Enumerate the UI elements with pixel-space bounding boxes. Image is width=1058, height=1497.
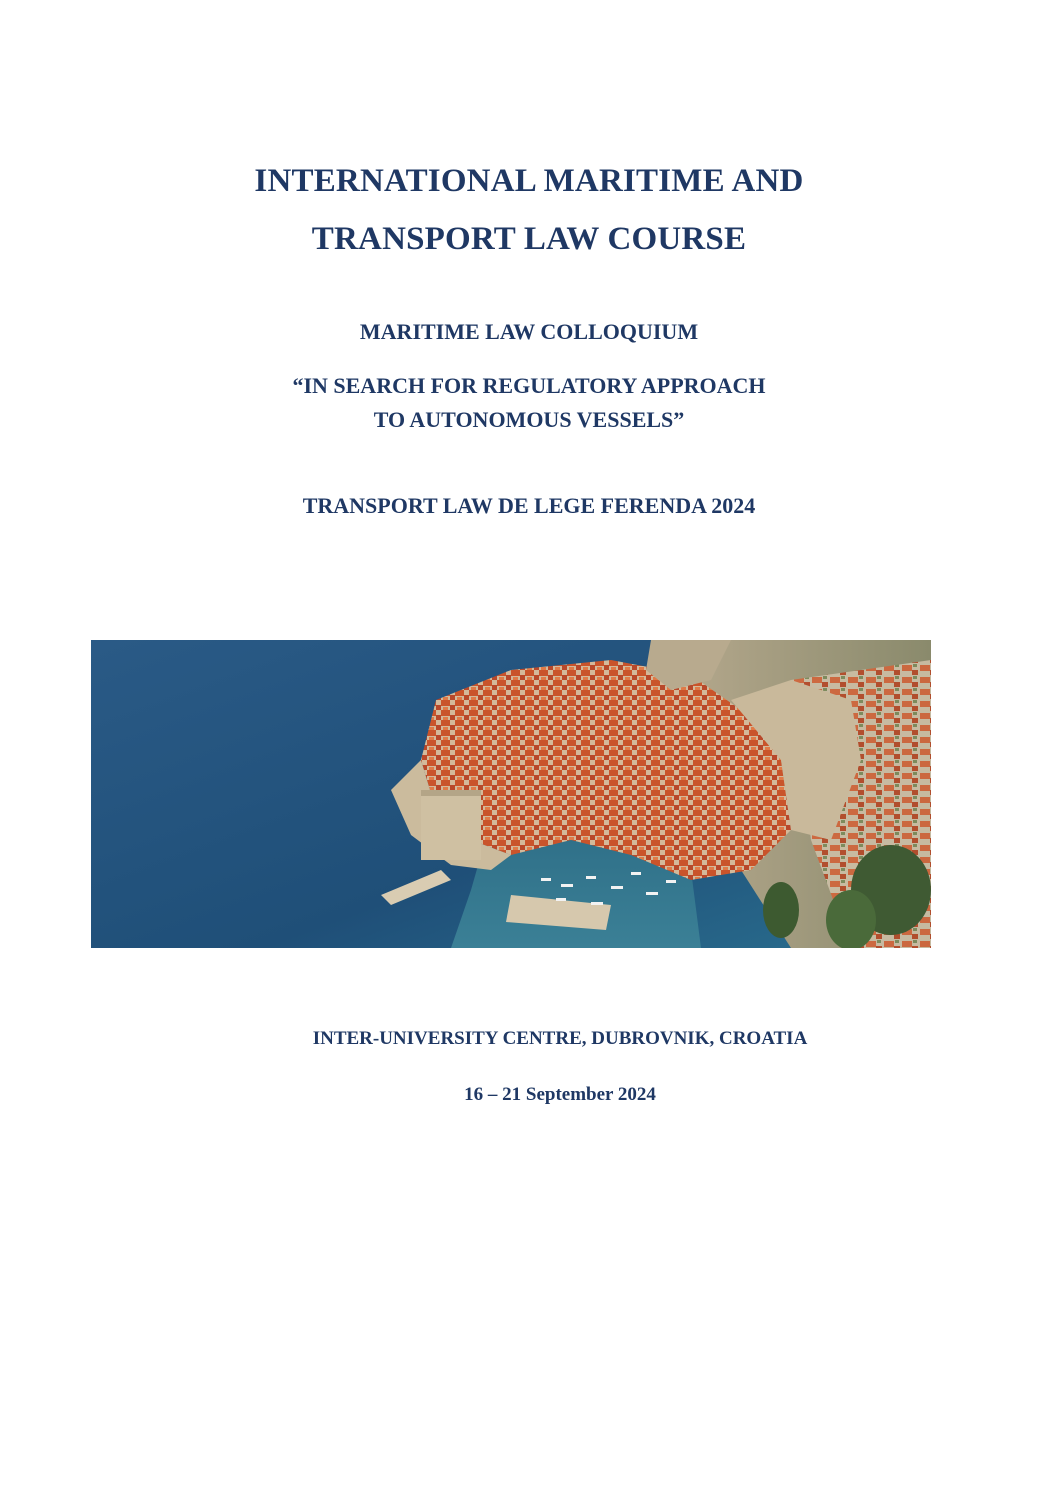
event-dates: 16 – 21 September 2024 <box>464 1084 656 1105</box>
dubrovnik-aerial-photo <box>91 640 931 948</box>
course-title-line-1: INTERNATIONAL MARITIME AND <box>254 163 804 199</box>
colloquium-theme-line-1: “IN SEARCH FOR REGULATORY APPROACH <box>292 373 766 398</box>
colloquium-theme-line-2: TO AUTONOMOUS VESSELS” <box>373 407 685 432</box>
course-title-line-2: TRANSPORT LAW COURSE <box>311 221 747 257</box>
colloquium-heading: MARITIME LAW COLLOQUIUM <box>359 319 699 344</box>
conference-title: TRANSPORT LAW DE LEGE FERENDA 2024 <box>302 493 756 518</box>
venue: INTER-UNIVERSITY CENTRE, DUBROVNIK, CROATIA <box>312 1028 808 1049</box>
